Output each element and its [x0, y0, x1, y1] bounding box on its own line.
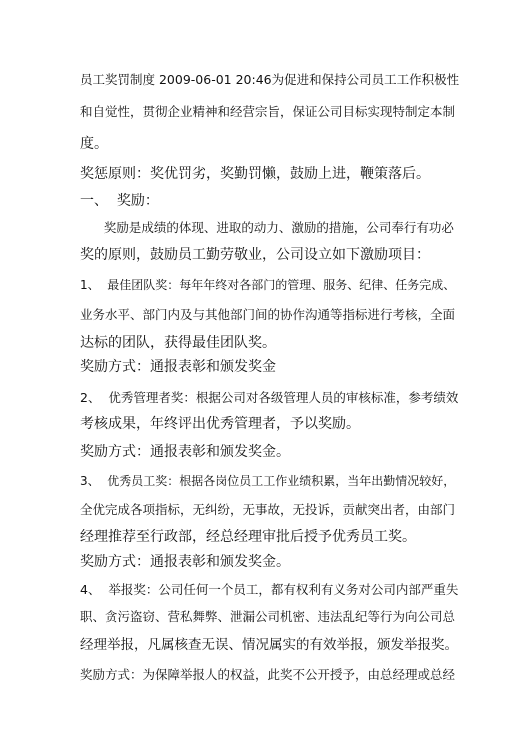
text-line: 员工奖罚制度 2009-06-01 20:46为促进和保持公司员工工作积极性: [80, 72, 460, 87]
section-heading: 一、 奖励：: [80, 193, 159, 209]
text-line: 奖惩原则：奖优罚劣，奖勤罚懒，鼓励上进，鞭策落后。: [80, 166, 430, 182]
text-line: 奖励是成绩的体现、进取的动力、激励的措施，公司奉行有功必: [80, 220, 454, 235]
text-line: 经理举报，凡属核查无误、情况属实的有效举报，颁发举报奖。: [80, 637, 458, 653]
text-line: 和自觉性，贯彻企业精神和经营宗旨，保证公司目标实现特制定本制: [80, 104, 456, 119]
text-line: 奖励方式：通报表彰和颁发奖金。: [80, 444, 290, 460]
text-line: 职、贪污盗窃、营私舞弊、泄漏公司机密、违法乱纪等行为向公司总: [80, 609, 456, 624]
text-line: 全优完成各项指标，无纠纷，无事故，无投诉，贡献突出者，由部门: [80, 502, 456, 517]
text-line: 度。: [80, 136, 108, 152]
text-line: 经理推荐至行政部，经总经理审批后授予优秀员工奖。: [80, 529, 416, 545]
text-line: 奖的原则，鼓励员工勤劳敬业，公司设立如下激励项目：: [80, 247, 430, 263]
text-line: 奖励方式：通报表彰和颁发奖金: [80, 359, 276, 375]
text-line: 4、 举报奖：公司任何一个员工，都有权利有义务对公司内部严重失: [80, 582, 459, 597]
text-line: 2、 优秀管理者奖：根据公司对各级管理人员的审核标准，参考绩效: [80, 390, 459, 405]
text-line: 奖励方式：通报表彰和颁发奖金。: [80, 554, 290, 570]
text-line: 考核成果，年终评出优秀管理者，予以奖励。: [80, 416, 360, 432]
text-line: 达标的团队，获得最佳团队奖。: [80, 335, 276, 351]
text-line: 3、 优秀员工奖：根据各岗位员工工作业绩积累，当年出勤情况较好，: [80, 474, 456, 488]
text-line: 奖励方式：为保障举报人的权益，此奖不公开授予，由总经理或总经: [80, 667, 456, 682]
text-line: 1、 最佳团队奖：每年年终对各部门的管理、服务、纪律、任务完成、: [80, 278, 456, 292]
text-line: 业务水平、部门内及与其他部门间的协作沟通等指标进行考核，全面: [80, 307, 456, 322]
